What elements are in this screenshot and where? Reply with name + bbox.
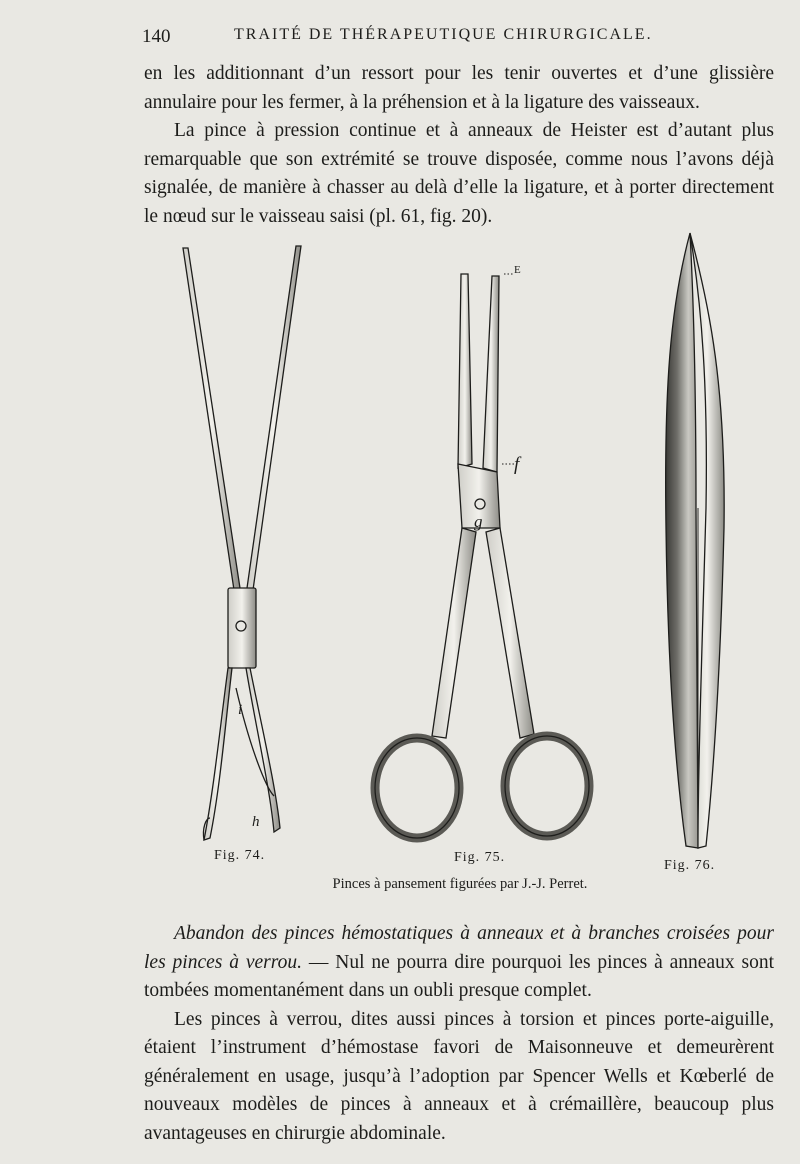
instrument-engravings	[150, 228, 770, 908]
figure-caption: Pinces à pansement figurées par J.-J. Perret.	[332, 876, 588, 892]
bottom-text-block	[144, 920, 774, 1148]
fig76-label: Fig. 76.	[664, 858, 716, 873]
paragraph-3	[144, 920, 774, 1006]
letter-E: E	[514, 264, 521, 276]
fig75-forceps	[375, 274, 589, 838]
paragraph-3-body: — Nul ne pourra dire pourquoi les pinces à anneaux sont tombées momentanément dans un oubli presque complet.	[144, 951, 774, 1001]
top-text-block	[144, 60, 774, 231]
paragraph-3-heading: Abandon des pinces hémostatiques à anneaux et à branches croisées pour les pinces à verrou.	[144, 923, 774, 973]
page-header	[142, 22, 762, 48]
fig76-tweezers	[666, 233, 725, 848]
fig75-label: Fig. 75.	[454, 850, 506, 865]
letter-g: g	[474, 512, 483, 531]
letter-f: f	[514, 454, 520, 475]
page-number: 140	[142, 26, 171, 47]
running-title: TRAITÉ DE THÉRAPEUTIQUE CHIRURGICALE.	[234, 26, 653, 43]
fig74-label: Fig. 74.	[214, 848, 266, 863]
figure-plate	[150, 228, 770, 908]
letter-h: h	[252, 814, 260, 830]
fig74-forceps	[183, 246, 301, 840]
letter-i: i	[238, 702, 243, 718]
paragraph-2: La pince à pression continue et à anneaux de Heister est d’autant plus remarquable que son extrémité se trouve disposée, comme nous l’avons déjà signalée, de manière à chasser au delà d’elle la ligature, et à porter directement le nœud sur le vaisseau saisi (pl. 61, fig. 20).	[144, 120, 774, 227]
paragraph-4: Les pinces à verrou, dites aussi pinces à torsion et pinces porte-aiguille, étaient l’instrument d’hémostase favori de Maisonneuve et demeurèrent généralement en usage, jusqu’à l’adoption par Spencer Wells et Kœberlé de nouveaux modèles de pinces à anneaux et à crémaillère, beaucoup plus avantageuses en chirurgie abdominale.	[144, 1008, 774, 1144]
paragraph-1: en les additionnant d’un ressort pour les tenir ouvertes et d’une glissière annulaire pour les fermer, à la préhension et à la ligature des vaisseaux.	[144, 63, 774, 113]
